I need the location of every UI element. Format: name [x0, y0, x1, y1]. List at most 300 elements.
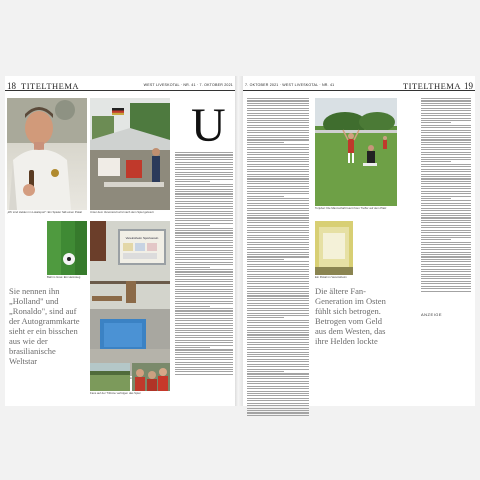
text-line [421, 291, 471, 292]
text-line [247, 135, 309, 136]
text-line [247, 252, 309, 253]
text-line [175, 167, 233, 168]
text-line [247, 186, 309, 187]
text-line [175, 184, 233, 185]
text-line [247, 178, 309, 179]
text-line [247, 137, 309, 138]
text-line [247, 210, 309, 211]
text-line [175, 313, 233, 314]
text-line [175, 208, 233, 209]
text-line [421, 108, 471, 109]
text-line [421, 274, 471, 275]
drop-cap: U [191, 99, 226, 152]
text-line [247, 125, 309, 126]
text-line [175, 252, 233, 253]
text-line [247, 154, 309, 155]
text-line [421, 149, 471, 150]
text-line [247, 366, 309, 367]
text-line [175, 196, 233, 197]
text-line [421, 208, 471, 209]
text-line [421, 181, 471, 182]
text-line [247, 183, 309, 184]
text-line [421, 259, 471, 260]
text-line [247, 393, 309, 394]
text-line [247, 405, 309, 406]
text-line [175, 286, 233, 287]
text-line [421, 98, 471, 99]
board-sign-text: Vereinsheim Sportverein [125, 236, 159, 240]
right-page-header [243, 80, 475, 91]
text-line [247, 400, 309, 401]
text-line [421, 261, 471, 262]
text-line [421, 157, 471, 158]
text-line [421, 256, 471, 257]
text-line [247, 339, 309, 340]
text-line [247, 149, 309, 150]
text-line [247, 120, 309, 121]
text-line [247, 174, 309, 175]
text-line [175, 174, 233, 175]
text-line [247, 354, 309, 355]
text-line [175, 211, 233, 212]
text-line [247, 110, 309, 111]
text-line [421, 115, 471, 116]
text-line [421, 183, 471, 184]
celebration-caption: Torjubel: Die Mannschaft feiert ihren Treffer auf dem Platz [315, 206, 387, 210]
text-line [421, 100, 471, 101]
text-line [247, 373, 309, 374]
text-line [175, 306, 210, 307]
text-line [247, 303, 309, 304]
text-line [175, 354, 233, 355]
text-line [247, 352, 309, 353]
text-line [421, 164, 471, 165]
text-line [175, 342, 233, 343]
text-line [247, 132, 309, 133]
text-line [247, 398, 309, 399]
text-line [175, 371, 233, 372]
text-line [421, 178, 471, 179]
text-line [175, 154, 233, 155]
text-line [247, 349, 309, 350]
text-line [421, 125, 471, 126]
text-line [421, 247, 471, 248]
text-line [247, 300, 309, 301]
text-line [247, 332, 309, 333]
text-line [247, 237, 309, 238]
text-line [421, 193, 471, 194]
text-line [421, 152, 471, 153]
text-line [175, 284, 233, 285]
text-line [247, 347, 309, 348]
field-photo [90, 363, 130, 391]
text-line [421, 217, 471, 218]
text-line [421, 266, 471, 267]
text-line [247, 254, 309, 255]
text-line [247, 274, 309, 275]
text-line [421, 276, 471, 277]
text-line [175, 223, 233, 224]
text-line [421, 205, 471, 206]
fans-photo [132, 363, 170, 391]
text-line [175, 318, 233, 319]
text-line [421, 235, 471, 236]
left-page-number: 18 [7, 81, 16, 91]
text-line [421, 203, 471, 204]
text-line [247, 191, 309, 192]
ad-label: ANZEIGE [421, 312, 443, 317]
text-line [175, 164, 233, 165]
text-line [175, 213, 233, 214]
text-line [175, 357, 233, 358]
text-line [421, 186, 471, 187]
text-line [247, 108, 309, 109]
text-line [175, 218, 233, 219]
text-line [175, 254, 233, 255]
text-line [175, 359, 233, 360]
text-line [421, 239, 451, 240]
text-line [175, 228, 233, 229]
text-line [247, 127, 309, 128]
text-line [247, 403, 309, 404]
text-line [421, 254, 471, 255]
text-line [247, 217, 309, 218]
text-line [421, 171, 471, 172]
text-line [175, 235, 233, 236]
text-line [421, 169, 471, 170]
text-line [175, 276, 233, 277]
left-pull-quote: Sie nennen ihn „Holland" und „Ronaldo", sind auf der Autogrammkarte sieht er ein bisschen aus wie der brasilianische Weltstar [9, 286, 80, 366]
text-line [421, 278, 471, 279]
text-line [247, 220, 309, 221]
text-line [247, 334, 309, 335]
text-line [247, 378, 309, 379]
text-line [247, 222, 309, 223]
text-line [175, 301, 233, 302]
text-line [247, 344, 309, 345]
text-line [247, 283, 309, 284]
text-line [247, 310, 309, 311]
text-line [247, 147, 309, 148]
text-line [175, 296, 233, 297]
text-line [421, 244, 471, 245]
text-line [247, 205, 309, 206]
text-line [421, 166, 471, 167]
text-line [247, 293, 309, 294]
text-line [247, 144, 309, 145]
right-article-col-1 [247, 98, 309, 417]
left-section-title: TITELTHEMA [21, 81, 80, 91]
text-line [247, 122, 309, 123]
text-line [247, 286, 309, 287]
text-line [247, 164, 309, 165]
text-line [175, 293, 233, 294]
text-line [247, 225, 309, 226]
text-line [247, 198, 309, 199]
text-line [247, 410, 309, 411]
left-page [5, 76, 235, 406]
left-article-text [175, 152, 233, 376]
text-line [247, 242, 309, 243]
text-line [247, 276, 309, 277]
text-line [247, 315, 309, 316]
text-line [175, 369, 233, 370]
text-line [247, 139, 309, 140]
text-line [175, 206, 233, 207]
text-line [421, 271, 471, 272]
text-line [421, 286, 471, 287]
text-line [247, 181, 309, 182]
text-line [175, 198, 233, 199]
text-line [247, 337, 309, 338]
text-line [175, 310, 233, 311]
text-line [421, 213, 471, 214]
text-line [175, 352, 233, 353]
text-line [421, 198, 451, 199]
text-line [175, 247, 233, 248]
text-line [175, 274, 233, 275]
tent-photo [90, 98, 170, 210]
text-line [247, 188, 309, 189]
text-line [175, 264, 233, 265]
text-line [175, 362, 233, 363]
text-line [175, 262, 233, 263]
left-page-header [5, 80, 235, 91]
text-line [421, 222, 471, 223]
text-line [421, 232, 471, 233]
text-line [421, 132, 471, 133]
text-line [175, 269, 233, 270]
text-line [175, 340, 233, 341]
text-line [247, 171, 309, 172]
text-line [421, 144, 471, 145]
text-line [421, 196, 471, 197]
text-line [247, 342, 309, 343]
text-line [247, 371, 284, 372]
text-line [421, 142, 471, 143]
text-line [247, 152, 309, 153]
text-line [247, 391, 309, 392]
text-line [247, 320, 309, 321]
text-line [175, 162, 233, 163]
text-line [247, 322, 309, 323]
text-line [247, 215, 309, 216]
text-line [175, 325, 233, 326]
text-line [247, 105, 309, 106]
text-line [247, 266, 309, 267]
text-line [175, 191, 233, 192]
text-line [175, 332, 233, 333]
text-line [175, 364, 233, 365]
text-line [247, 383, 309, 384]
text-line [421, 139, 471, 140]
text-line [247, 281, 309, 282]
text-line [421, 103, 471, 104]
text-line [175, 220, 233, 221]
text-line [247, 159, 309, 160]
text-line [421, 120, 471, 121]
text-line [175, 349, 233, 350]
text-line [421, 252, 471, 253]
text-line [247, 381, 309, 382]
text-line [175, 281, 233, 282]
text-line [175, 347, 210, 348]
tent-caption: Unter dem Vereinszelt wird nach dem Spiel gefeiert [90, 210, 154, 214]
text-line [175, 201, 233, 202]
trophy-photo [315, 221, 353, 275]
text-line [175, 240, 233, 241]
text-line [247, 261, 309, 262]
text-line [421, 154, 471, 155]
text-line [175, 335, 233, 336]
text-line [247, 305, 309, 306]
text-line [175, 345, 233, 346]
text-line [421, 135, 471, 136]
text-line [175, 308, 233, 309]
text-line [247, 103, 309, 104]
text-line [247, 278, 309, 279]
text-line [175, 271, 233, 272]
text-line [175, 250, 233, 251]
text-line [175, 181, 210, 182]
text-line [421, 176, 471, 177]
text-line [421, 215, 471, 216]
text-line [421, 118, 471, 119]
text-line [247, 161, 309, 162]
text-line [247, 169, 309, 170]
text-line [247, 157, 309, 158]
text-line [175, 374, 233, 375]
text-line [247, 271, 309, 272]
text-line [421, 283, 471, 284]
text-line [175, 323, 233, 324]
text-line [247, 203, 309, 204]
text-line [421, 264, 471, 265]
text-line [421, 130, 471, 131]
text-line [247, 317, 284, 318]
text-line [175, 303, 233, 304]
text-line [247, 369, 309, 370]
text-line [247, 386, 309, 387]
text-line [175, 320, 233, 321]
right-page-number: 19 [464, 81, 473, 91]
text-line [247, 113, 309, 114]
text-line [421, 269, 471, 270]
text-line [421, 188, 471, 189]
text-line [175, 193, 233, 194]
text-line [247, 176, 309, 177]
text-line [175, 152, 233, 153]
text-line [247, 256, 309, 257]
text-line [247, 193, 309, 194]
text-line [175, 189, 233, 190]
text-line [421, 127, 471, 128]
text-line [175, 203, 233, 204]
text-line [421, 113, 471, 114]
text-line [247, 327, 309, 328]
right-pull-quote: Die ältere Fan-Generation im Osten fühlt sich betrogen. Betrogen vom Geld aus dem Westen, das ihre Helden lockte [315, 286, 386, 346]
text-line [175, 225, 210, 226]
text-line [175, 328, 233, 329]
text-line [421, 200, 471, 201]
player-photo [7, 98, 87, 210]
text-line [175, 298, 233, 299]
text-line [247, 264, 309, 265]
text-line [247, 230, 309, 231]
text-line [247, 142, 284, 143]
text-line [421, 242, 471, 243]
text-line [247, 408, 309, 409]
right-page [243, 76, 475, 406]
text-line [175, 179, 233, 180]
text-line [175, 330, 233, 331]
text-line [247, 308, 309, 309]
text-line [247, 232, 309, 233]
text-line [247, 395, 309, 396]
text-line [247, 115, 309, 116]
text-line [421, 174, 471, 175]
text-line [175, 157, 233, 158]
text-line [175, 367, 233, 368]
text-line [247, 295, 309, 296]
text-line [247, 359, 309, 360]
right-section-title: TITELTHEMA [402, 81, 461, 91]
text-line [175, 315, 233, 316]
text-line [175, 237, 233, 238]
text-line [421, 191, 471, 192]
text-line [247, 269, 309, 270]
text-line [247, 213, 309, 214]
text-line [421, 220, 471, 221]
text-line [247, 247, 309, 248]
text-line [247, 388, 309, 389]
text-line [421, 161, 451, 162]
text-line [175, 245, 233, 246]
text-line [421, 227, 471, 228]
text-line [247, 196, 284, 197]
text-line [175, 291, 233, 292]
board-photo [90, 221, 170, 376]
text-line [247, 100, 309, 101]
text-line [247, 235, 309, 236]
player-caption: „Wir sind Helden im Lokalsport": Ein Spieler hält einen Pokal [7, 210, 82, 214]
text-line [421, 237, 471, 238]
text-line [175, 242, 233, 243]
right-page-meta: 7. OKTOBER 2021 · WEST LIVESKOTAL · NR. 41 [245, 83, 335, 87]
text-line [247, 200, 309, 201]
text-line [247, 298, 309, 299]
text-line [247, 166, 309, 167]
text-line [175, 257, 233, 258]
fans-caption: Fans auf der Tribüne verfolgen das Spiel [90, 391, 141, 395]
ball-caption: Ball im Gras: Ein Heimsieg [47, 275, 81, 279]
text-line [421, 230, 471, 231]
text-line [247, 376, 309, 377]
text-line [421, 159, 471, 160]
text-line [175, 232, 233, 233]
text-line [247, 130, 309, 131]
text-line [421, 137, 471, 138]
left-page-meta: WEST LIVESKOTAL · NR. 41 · 7. OKTOBER 2021 [143, 83, 233, 87]
text-line [247, 325, 309, 326]
text-line [175, 230, 233, 231]
text-line [247, 330, 309, 331]
text-line [247, 227, 309, 228]
text-line [175, 279, 233, 280]
text-line [175, 337, 233, 338]
text-line [421, 110, 471, 111]
text-line [247, 361, 309, 362]
